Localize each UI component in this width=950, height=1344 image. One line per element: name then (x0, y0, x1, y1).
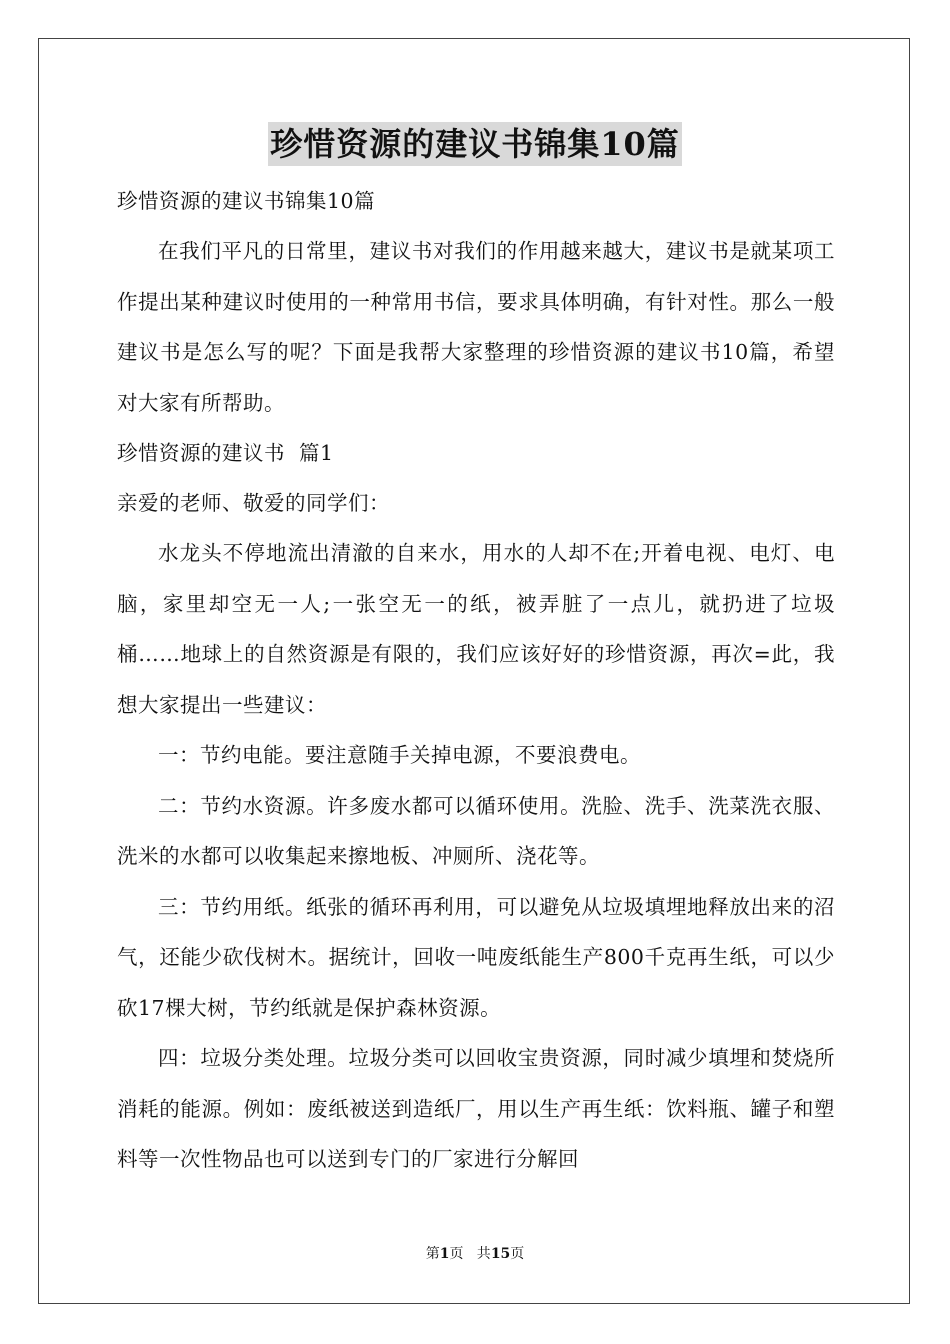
title-wrap (0, 122, 950, 166)
section-heading: 珍惜资源的建议书 篇1 (117, 441, 334, 465)
body-paragraph: 二：节约水资源。许多废水都可以循环使用。洗脸、洗手、洗菜洗衣服、洗米的水都可以收集起来擦地板、冲厕所、浇花等。 (117, 793, 835, 868)
body-paragraph: 四：垃圾分类处理。垃圾分类可以回收宝贵资源，同时减少填埋和焚烧所消耗的能源。例如：废纸被送到造纸厂，用以生产再生纸：饮料瓶、罐子和塑料等一次性物品也可以送到专门的厂家进行分解回 (117, 1046, 835, 1171)
document-body (117, 176, 835, 1185)
document-subtitle: 珍惜资源的建议书锦集10篇 (117, 189, 376, 213)
footer-page-total: 15 (490, 1246, 511, 1262)
body-paragraph: 水龙头不停地流出清澈的自来水，用水的人却不在;开着电视、电灯、电脑，家里却空无一人;一张空无一的纸，被弄脏了一点儿，就扔进了垃圾桶……地球上的自然资源是有限的，我们应该好好的珍惜资源，再次=此，我想大家提出一些建议： (117, 541, 835, 717)
intro-paragraph: 在我们平凡的日常里，建议书对我们的作用越来越大，建议书是就某项工作提出某种建议时使用的一种常用书信，要求具体明确，有针对性。那么一般建议书是怎么写的呢？下面是我帮大家整理的珍惜资源的建议书10篇，希望对大家有所帮助。 (117, 239, 835, 415)
page-footer (0, 1244, 950, 1264)
document-title: 珍惜资源的建议书锦集10篇 (268, 122, 682, 166)
footer-page-suffix: 页 (510, 1246, 525, 1262)
salutation: 亲爱的老师、敬爱的同学们： (117, 491, 390, 515)
body-paragraph: 一：节约电能。要注意随手关掉电源，不要浪费电。 (158, 743, 641, 767)
footer-page-mid: 页 共 (449, 1246, 491, 1262)
footer-page-current: 1 (439, 1246, 450, 1262)
footer-page-prefix: 第 (425, 1246, 440, 1262)
body-paragraph: 三：节约用纸。纸张的循环再利用，可以避免从垃圾填埋地释放出来的沼气，还能少砍伐树木。据统计，回收一吨废纸能生产800千克再生纸，可以少砍17棵大树，节约纸就是保护森林资源。 (117, 894, 835, 1020)
